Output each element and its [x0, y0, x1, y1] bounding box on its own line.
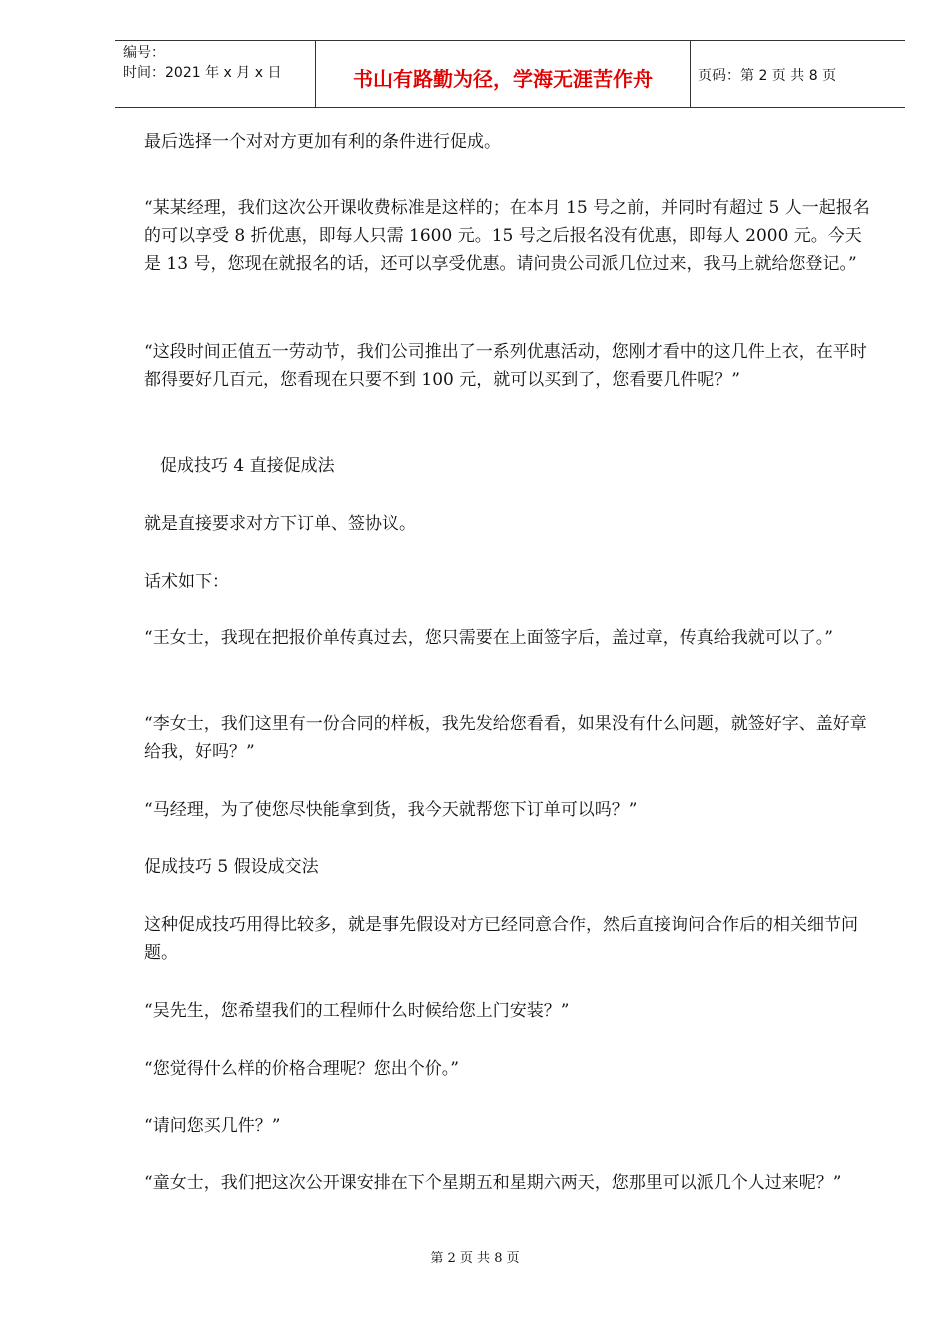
- paragraph: “您觉得什么样的价格合理呢？您出个价。”: [144, 1059, 459, 1079]
- paragraph: “请问您买几件？”: [144, 1116, 281, 1136]
- paragraph: “马经理，为了使您尽快能拿到货，我今天就帮您下订单可以吗？”: [144, 800, 638, 820]
- paragraph: “童女士，我们把这次公开课安排在下个星期五和星期六两天，您那里可以派几个人过来呢？”: [144, 1173, 842, 1193]
- paragraph: “王女士，我现在把报价单传真过去，您只需要在上面签字后，盖过章，传真给我就可以了。”: [144, 628, 833, 648]
- header-info-cell: [115, 41, 315, 107]
- paragraph: 最后选择一个对对方更加有利的条件进行促成。: [144, 132, 501, 152]
- header-motto-cell: [315, 41, 691, 107]
- header-page-cell: [690, 41, 905, 107]
- paragraph: “吴先生，您希望我们的工程师什么时候给您上门安装？”: [144, 1001, 570, 1021]
- page-header: [115, 40, 905, 108]
- section-heading: 促成技巧 4 直接促成法: [160, 456, 335, 476]
- paragraph: 话术如下：: [144, 572, 229, 592]
- section-heading: 促成技巧 5 假设成交法: [144, 857, 319, 877]
- page-footer: 第 2 页 共 8 页: [430, 1251, 520, 1266]
- paragraph: “李女士，我们这里有一份合同的样板，我先发给您看看，如果没有什么问题，就签好字、盖好章给我，好吗？”: [144, 714, 867, 762]
- document-date: 时间：2021 年 x 月 x 日: [123, 65, 282, 81]
- paragraph: 这种促成技巧用得比较多，就是事先假设对方已经同意合作，然后直接询问合作后的相关细节问题。: [144, 915, 858, 963]
- paragraph: “这段时间正值五一劳动节，我们公司推出了一系列优惠活动，您刚才看中的这几件上衣，在平时都得要好几百元，您看现在只要不到 100 元，就可以买到了，您看要几件呢？”: [144, 342, 867, 390]
- document-number: 编号：: [123, 45, 165, 61]
- paragraph: “某某经理，我们这次公开课收费标准是这样的；在本月 15 号之前，并同时有超过 5 人一起报名的可以享受 8 折优惠，即每人只需 1600 元。15 号之后报名没有优惠，即每人 2000 元。今天是 13 号，您现在就报名的话，还可以享受优惠。请问贵公司派几位过来，我马上就给您登记。”: [144, 198, 870, 274]
- header-page-number: 页码：第 2 页 共 8 页: [698, 68, 837, 84]
- paragraph: 就是直接要求对方下订单、签协议。: [144, 514, 416, 534]
- header-motto: 书山有路勤为径，学海无涯苦作舟: [353, 67, 653, 91]
